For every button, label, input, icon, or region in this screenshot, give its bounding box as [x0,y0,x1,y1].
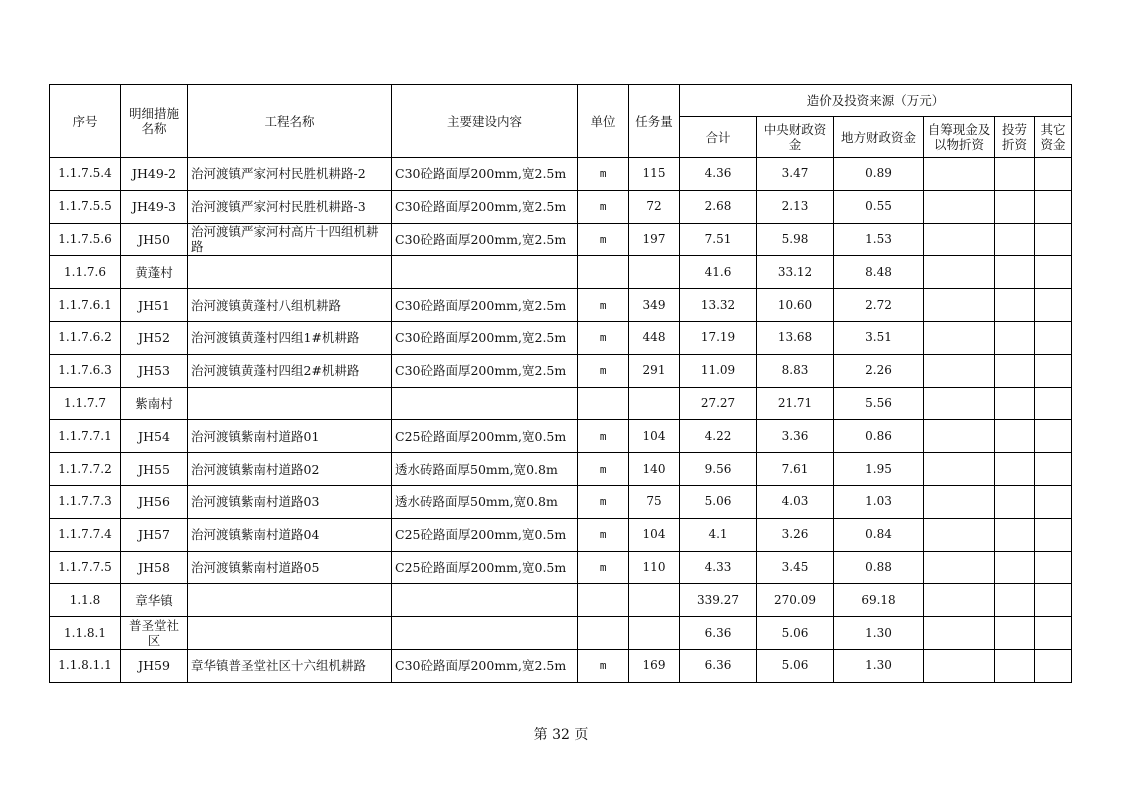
table-row [50,518,1072,551]
cell-seq: 1.1.7.5.6 [50,223,121,256]
cell-self [924,158,995,191]
cell-central: 7.61 [757,453,834,486]
cell-content: C30砼路面厚200mm,宽2.5m [392,289,578,322]
cell-content [392,584,578,617]
cell-content: 透水砖路面厚50mm,宽0.8m [392,453,578,486]
cell-central: 21.71 [757,387,834,420]
cell-seq: 1.1.7.5.4 [50,158,121,191]
cell-project [188,387,392,420]
cell-unit: m [578,354,629,387]
cell-other [1035,256,1072,289]
table-row [50,190,1072,223]
cell-other [1035,453,1072,486]
cell-total: 11.09 [680,354,757,387]
cell-total: 9.56 [680,453,757,486]
cell-unit: m [578,321,629,354]
table-row [50,289,1072,322]
cell-content: 透水砖路面厚50mm,宽0.8m [392,485,578,518]
cell-measure: JH59 [121,649,188,682]
cell-local: 0.86 [834,420,924,453]
cell-seq: 1.1.8 [50,584,121,617]
cell-measure: JH56 [121,485,188,518]
cell-unit [578,617,629,650]
cell-seq: 1.1.7.7.1 [50,420,121,453]
cell-qty [629,256,680,289]
cell-unit [578,256,629,289]
table-row [50,453,1072,486]
cell-total: 4.36 [680,158,757,191]
cell-central: 8.83 [757,354,834,387]
cell-measure: JH58 [121,551,188,584]
cell-other [1035,321,1072,354]
cell-measure: JH51 [121,289,188,322]
cell-project: 治河渡镇紫南村道路05 [188,551,392,584]
cell-project: 治河渡镇黄蓬村八组机耕路 [188,289,392,322]
cell-project: 治河渡镇紫南村道路04 [188,518,392,551]
cell-self [924,617,995,650]
cell-project: 治河渡镇严家河村高片十四组机耕路 [188,223,392,256]
cell-unit: m [578,485,629,518]
cell-local: 5.56 [834,387,924,420]
cell-unit: m [578,223,629,256]
cell-unit: m [578,420,629,453]
cell-project [188,584,392,617]
header-content: 主要建设内容 [392,85,578,158]
cell-labor [995,354,1035,387]
cell-central: 4.03 [757,485,834,518]
cell-qty: 169 [629,649,680,682]
cell-seq: 1.1.8.1.1 [50,649,121,682]
cell-central: 5.06 [757,649,834,682]
cell-content [392,617,578,650]
cell-qty: 110 [629,551,680,584]
cell-project: 治河渡镇黄蓬村四组2#机耕路 [188,354,392,387]
cell-seq: 1.1.7.7.5 [50,551,121,584]
cell-seq: 1.1.8.1 [50,617,121,650]
table-row [50,420,1072,453]
cell-other [1035,649,1072,682]
cell-labor [995,518,1035,551]
cell-unit: m [578,649,629,682]
cell-measure: JH55 [121,453,188,486]
cell-self [924,584,995,617]
table-row [50,158,1072,191]
header-measure: 明细措施名称 [121,85,188,158]
cell-project: 治河渡镇严家河村民胜机耕路-2 [188,158,392,191]
cell-qty: 104 [629,518,680,551]
header-other: 其它资金 [1035,117,1072,158]
cell-qty: 349 [629,289,680,322]
cell-central: 5.98 [757,223,834,256]
cell-total: 4.1 [680,518,757,551]
cell-content: C30砼路面厚200mm,宽2.5m [392,223,578,256]
cell-local: 3.51 [834,321,924,354]
cell-seq: 1.1.7.6 [50,256,121,289]
cell-central: 5.06 [757,617,834,650]
table-row [50,649,1072,682]
cell-labor [995,256,1035,289]
cell-content: C25砼路面厚200mm,宽0.5m [392,551,578,584]
cell-total: 339.27 [680,584,757,617]
cell-labor [995,584,1035,617]
table-row [50,551,1072,584]
cell-self [924,551,995,584]
cell-qty: 448 [629,321,680,354]
cell-other [1035,518,1072,551]
header-self: 自筹现金及以物折资 [924,117,995,158]
cell-total: 7.51 [680,223,757,256]
cell-self [924,354,995,387]
cell-qty: 115 [629,158,680,191]
cell-seq: 1.1.7.5.5 [50,190,121,223]
table-row [50,485,1072,518]
cell-total: 6.36 [680,649,757,682]
cell-self [924,387,995,420]
cell-other [1035,190,1072,223]
cell-labor [995,158,1035,191]
cell-measure: JH52 [121,321,188,354]
table-row [50,617,1072,650]
cell-measure: JH57 [121,518,188,551]
cell-unit [578,387,629,420]
cell-central: 3.26 [757,518,834,551]
cell-project [188,256,392,289]
cell-self [924,420,995,453]
cell-local: 1.95 [834,453,924,486]
cell-local: 0.55 [834,190,924,223]
cell-total: 2.68 [680,190,757,223]
cell-project [188,617,392,650]
cell-other [1035,223,1072,256]
cell-local: 69.18 [834,584,924,617]
budget-table [49,84,1072,683]
cell-self [924,223,995,256]
cell-self [924,190,995,223]
cell-local: 0.89 [834,158,924,191]
cell-content [392,387,578,420]
cell-central: 3.36 [757,420,834,453]
cell-measure: 章华镇 [121,584,188,617]
cell-labor [995,551,1035,584]
cell-seq: 1.1.7.7.4 [50,518,121,551]
cell-measure: 黄蓬村 [121,256,188,289]
cell-other [1035,354,1072,387]
header-local: 地方财政资金 [834,117,924,158]
cell-local: 0.88 [834,551,924,584]
cell-seq: 1.1.7.7.2 [50,453,121,486]
table-row [50,321,1072,354]
header-seq: 序号 [50,85,121,158]
cell-local: 8.48 [834,256,924,289]
cell-qty [629,584,680,617]
cell-other [1035,420,1072,453]
cell-unit [578,584,629,617]
cell-measure: JH54 [121,420,188,453]
cell-qty: 75 [629,485,680,518]
cell-content [392,256,578,289]
cell-labor [995,190,1035,223]
cell-central: 13.68 [757,321,834,354]
cell-content: C25砼路面厚200mm,宽0.5m [392,518,578,551]
cell-labor [995,485,1035,518]
cell-measure: JH49-3 [121,190,188,223]
table-row [50,387,1072,420]
cell-seq: 1.1.7.6.3 [50,354,121,387]
cell-unit: m [578,518,629,551]
cell-local: 1.53 [834,223,924,256]
cell-other [1035,485,1072,518]
cell-central: 2.13 [757,190,834,223]
cell-central: 3.47 [757,158,834,191]
header-central: 中央财政资金 [757,117,834,158]
cell-qty [629,617,680,650]
table-row [50,223,1072,256]
cell-local: 1.03 [834,485,924,518]
cell-project: 章华镇普圣堂社区十六组机耕路 [188,649,392,682]
header-labor: 投劳折资 [995,117,1035,158]
cell-unit: m [578,289,629,322]
cell-local: 0.84 [834,518,924,551]
cell-self [924,453,995,486]
cell-labor [995,617,1035,650]
header-project: 工程名称 [188,85,392,158]
cell-self [924,649,995,682]
header-total: 合计 [680,117,757,158]
cell-qty [629,387,680,420]
cell-unit: m [578,453,629,486]
cell-content: C30砼路面厚200mm,宽2.5m [392,190,578,223]
table-row [50,584,1072,617]
page-number: 第 32 页 [533,727,589,743]
cell-self [924,485,995,518]
cell-local: 2.26 [834,354,924,387]
cell-labor [995,387,1035,420]
cell-measure: 紫南村 [121,387,188,420]
cell-other [1035,584,1072,617]
cell-labor [995,420,1035,453]
cell-self [924,321,995,354]
cell-project: 治河渡镇严家河村民胜机耕路-3 [188,190,392,223]
cell-measure: JH50 [121,223,188,256]
cell-other [1035,387,1072,420]
cell-seq: 1.1.7.7.3 [50,485,121,518]
cell-qty: 140 [629,453,680,486]
cell-local: 1.30 [834,617,924,650]
cell-total: 6.36 [680,617,757,650]
cell-labor [995,289,1035,322]
cell-unit: m [578,158,629,191]
cell-other [1035,289,1072,322]
cell-content: C30砼路面厚200mm,宽2.5m [392,321,578,354]
cell-central: 33.12 [757,256,834,289]
cell-total: 27.27 [680,387,757,420]
cell-unit: m [578,551,629,584]
cell-content: C30砼路面厚200mm,宽2.5m [392,158,578,191]
cell-self [924,518,995,551]
cell-self [924,289,995,322]
cell-self [924,256,995,289]
cell-other [1035,158,1072,191]
cell-content: C30砼路面厚200mm,宽2.5m [392,354,578,387]
cell-seq: 1.1.7.7 [50,387,121,420]
table-row [50,256,1072,289]
cell-total: 13.32 [680,289,757,322]
cell-qty: 197 [629,223,680,256]
cell-seq: 1.1.7.6.1 [50,289,121,322]
cell-unit: m [578,190,629,223]
cell-measure: JH53 [121,354,188,387]
cell-other [1035,551,1072,584]
table-row [50,354,1072,387]
cell-total: 41.6 [680,256,757,289]
cell-project: 治河渡镇黄蓬村四组1#机耕路 [188,321,392,354]
cell-central: 270.09 [757,584,834,617]
cell-qty: 104 [629,420,680,453]
cell-project: 治河渡镇紫南村道路01 [188,420,392,453]
cell-central: 3.45 [757,551,834,584]
cell-total: 4.33 [680,551,757,584]
cell-measure: JH49-2 [121,158,188,191]
cell-total: 4.22 [680,420,757,453]
cell-content: C30砼路面厚200mm,宽2.5m [392,649,578,682]
cell-qty: 72 [629,190,680,223]
cell-measure: 普圣堂社区 [121,617,188,650]
cell-labor [995,321,1035,354]
header-unit: 单位 [578,85,629,158]
cell-local: 2.72 [834,289,924,322]
cell-qty: 291 [629,354,680,387]
cell-central: 10.60 [757,289,834,322]
cell-content: C25砼路面厚200mm,宽0.5m [392,420,578,453]
cell-project: 治河渡镇紫南村道路02 [188,453,392,486]
cell-project: 治河渡镇紫南村道路03 [188,485,392,518]
header-qty: 任务量 [629,85,680,158]
cell-seq: 1.1.7.6.2 [50,321,121,354]
cell-total: 17.19 [680,321,757,354]
table-body [50,158,1072,683]
cell-other [1035,617,1072,650]
cell-labor [995,649,1035,682]
cell-labor [995,223,1035,256]
cell-total: 5.06 [680,485,757,518]
header-cost-group: 造价及投资来源（万元） [680,85,1072,117]
cell-local: 1.30 [834,649,924,682]
cell-labor [995,453,1035,486]
